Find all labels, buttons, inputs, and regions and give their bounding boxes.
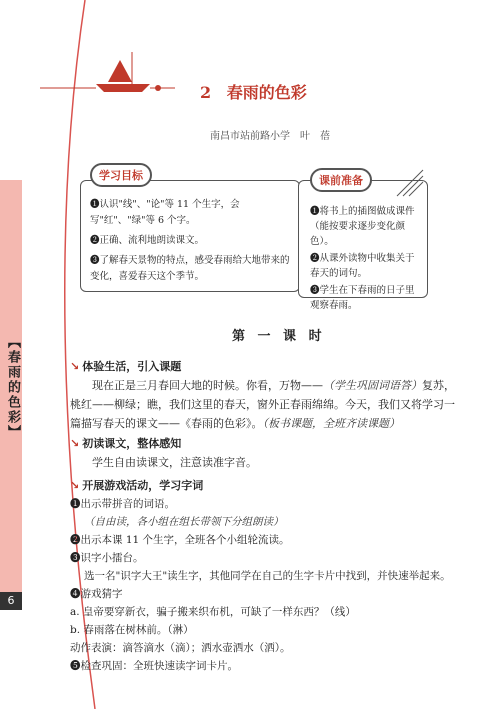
corner-decoration-icon: [395, 168, 425, 198]
author-line: 南昌市站前路小学 叶 蓓: [210, 131, 330, 142]
section-first-read: [70, 434, 460, 472]
goal-item: ❸了解春天景物的特点，感受春雨给大地带来的变化，喜爱春天这个季节。: [90, 255, 290, 282]
step-line: ❺检查巩固：全班快速读字词卡片。: [70, 660, 238, 672]
prep-item: ❷从课外读物中收集关于春天的词句。: [310, 253, 415, 279]
prep-item: ❶将书上的插图做成课件（能按要求逐步变化颜色）。: [310, 206, 415, 247]
section-intro: [70, 357, 460, 433]
step-line: ❹游戏猜字: [70, 588, 123, 600]
lesson-heading: [200, 80, 307, 103]
section-heading: ↘ 初读课文，整体感知: [70, 437, 182, 450]
step-line: ❷出示本课 11 个生字，全班各个小组轮流读。: [70, 534, 290, 546]
step-note: （自由读，各小组在组长带领下分组朗读）: [84, 516, 284, 528]
prep-badge: 课前准备: [310, 168, 372, 192]
lesson-period-title: 第 一 课 时: [232, 329, 326, 344]
section-paragraph: 现在正是三月春回大地的时候。你看，万物——（学生巩固词语答）复苏，桃红——柳绿；瞧，我们这里的春天，窗外正春雨绵绵。今天，我们又将学习一篇描写春天的课文——《春雨的色彩》。（板书课题，全班齐读课题）: [70, 379, 455, 430]
goal-item: ❶认识"线"、"论"等 11 个生字，会写"红"、"绿"等 6 个字。: [90, 199, 240, 226]
section-heading: ↘ 体验生活，引入课题: [70, 360, 182, 373]
page-number: 6: [0, 592, 22, 610]
arrow-mark-icon: ↘: [70, 360, 80, 373]
section-paragraph: 学生自由读课文，注意读准字音。: [92, 456, 257, 469]
arrow-mark-icon: ↘: [70, 479, 80, 492]
ship-emblem-icon: [40, 52, 175, 92]
goal-item: ❷正确、流利地朗读课文。: [90, 235, 205, 246]
section-heading: ↘ 开展游戏活动，学习字词: [70, 479, 204, 492]
section-games: [70, 477, 460, 675]
page-title: 春雨的色彩: [226, 83, 307, 102]
step-line: ❶出示带拼音的词语。: [70, 498, 175, 510]
step-line: a. 皇帝要穿新衣，骗子搬来织布机，可缺了一样东西？（线）: [70, 606, 356, 618]
prep-list: [310, 204, 422, 315]
prep-item: ❸学生在下春雨的日子里观察春雨。: [310, 285, 415, 311]
lesson-number: 2: [200, 83, 212, 102]
step-line: b. 春雨落在树林前。（淋）: [70, 624, 194, 636]
step-line: 动作表演：滴答滴水（滴）；洒水壶洒水（洒）。: [70, 642, 291, 654]
goals-list: [90, 197, 290, 289]
step-line: ❸识字小擂台。: [70, 552, 144, 564]
side-label: 【春雨的色彩】: [5, 335, 20, 440]
arrow-mark-icon: ↘: [70, 437, 80, 450]
goals-badge: 学习目标: [90, 163, 152, 187]
step-line: 选一名"识字大王"读生字，其他同学在自己的生字卡片中找到，并快速举起来。: [84, 570, 451, 582]
